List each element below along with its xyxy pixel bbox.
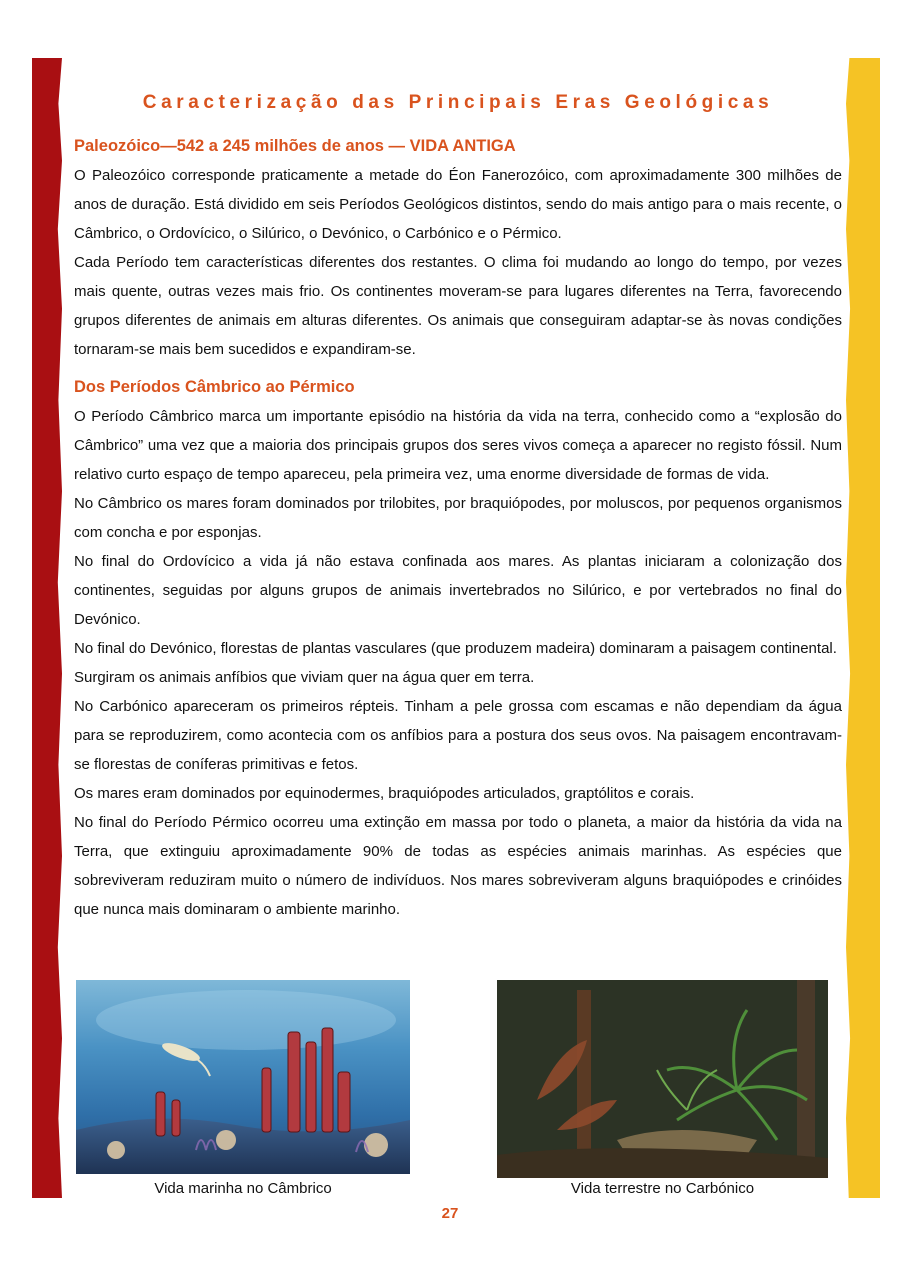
carboniferous-land-life-image: [497, 980, 828, 1178]
figure-caption-carboniferous: Vida terrestre no Carbónico: [570, 1180, 755, 1197]
paragraph: No Câmbrico os mares foram dominados por trilobites, por braquiópodes, por moluscos, por pequenos organismos com concha e por esponjas.: [74, 495, 842, 541]
paragraph: Os mares eram dominados por equinodermes, braquiópodes articulados, graptólitos e corais.: [74, 785, 695, 802]
paragraph: O Período Câmbrico marca um importante episódio na história da vida na terra, conhecido como a “explosão do Câmbrico” uma vez que a maioria dos principais grupos dos seres vivos começa a aparecer no registo fóssil. Num relativo curto espaço de tempo apareceu, pela primeira vez, uma enorme diversidade de formas de vida.: [74, 408, 842, 483]
marine-scene-illustration: [76, 980, 410, 1174]
page-title: Caracterização das Principais Eras Geológicas: [142, 92, 774, 113]
left-decorative-bar: [32, 58, 62, 1198]
paragraph: No final do Ordovícico a vida já não estava confinada aos mares. As plantas iniciaram a colonização dos continentes, seguidas por alguns grupos de animais invertebrados no Silúrico, e por vertebrados no final do Devónico.: [74, 553, 842, 628]
main-content: [74, 133, 842, 924]
paragraph: O Paleozóico corresponde praticamente a metade do Éon Fanerozóico, com aproximadamente 300 milhões de anos de duração. Está dividido em seis Períodos Geológicos distintos, sendo do mais antigo para o mais recente, o Câmbrico, o Ordovícico, o Silúrico, o Devónico, o Carbónico e o Pérmico.: [74, 167, 842, 242]
section-heading-paleozoico: Paleozóico—542 a 245 milhões de anos — VIDA ANTIGA: [74, 137, 516, 155]
right-decorative-bar: [846, 58, 880, 1198]
page-number: 27: [441, 1205, 459, 1222]
paragraph: No Carbónico apareceram os primeiros répteis. Tinham a pele grossa com escamas e não dependiam da água para se reproduzirem, como acontecia com os anfíbios para a postura dos seus ovos. Na paisagem encontravam-se florestas de coníferas primitivas e fetos.: [74, 698, 842, 773]
forest-scene-illustration: [497, 980, 828, 1178]
figure-caption-cambrian: Vida marinha no Câmbrico: [154, 1180, 332, 1197]
paragraph: No final do Devónico, florestas de plantas vasculares (que produzem madeira) dominaram a paisagem continental.: [74, 640, 837, 657]
paragraph: Cada Período tem características diferentes dos restantes. O clima foi mudando ao longo do tempo, por vezes mais quente, outras vezes mais frio. Os continentes moveram-se para lugares diferentes na Terra, favorecendo grupos diferentes de animais em alturas diferentes. Os animais que conseguiram adaptar-se às novas condições tornaram-se mais bem sucedidos e expandiram-se.: [74, 254, 842, 358]
paragraph: No final do Período Pérmico ocorreu uma extinção em massa por todo o planeta, a maior da história da vida na Terra, que extinguiu aproximadamente 90% de todas as espécies animais marinhas. As espécies que sobreviveram reduziram muito o número de indivíduos. Nos mares sobreviveram alguns braquiópodes e crinóides que nunca mais dominaram o ambiente marinho.: [74, 814, 842, 918]
paragraph: Surgiram os animais anfíbios que viviam quer na água quer em terra.: [74, 669, 535, 686]
section-heading-periodos: Dos Períodos Câmbrico ao Pérmico: [74, 378, 355, 396]
cambrian-marine-life-image: [76, 980, 410, 1174]
